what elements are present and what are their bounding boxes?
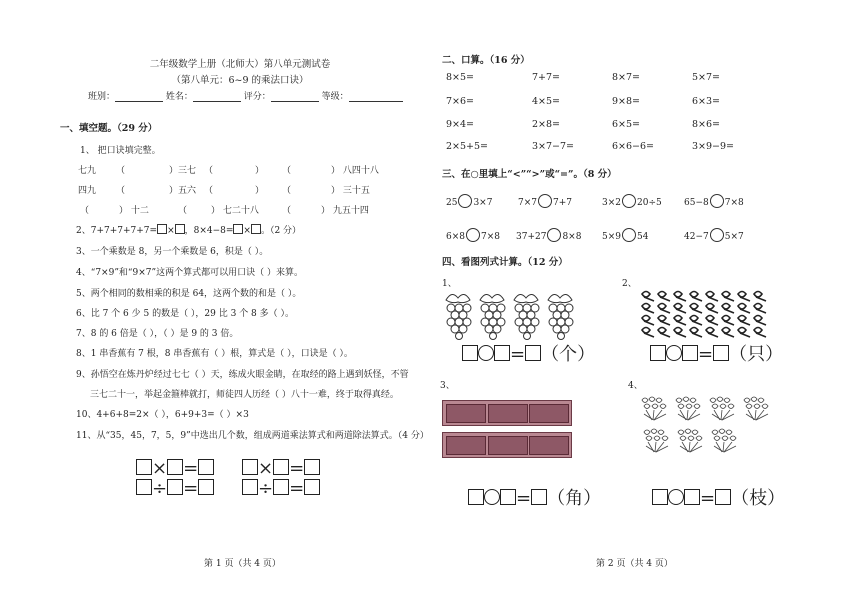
answer-box[interactable] <box>273 459 289 475</box>
q1-row-3b: （ ） 七二十八 <box>178 206 259 216</box>
q1-row-1: 七九 （ ） <box>78 166 179 176</box>
compare-circle[interactable] <box>458 194 472 208</box>
q4-text: 4、“7×9”和“9×7”这两个算式都可以用口诀（ ）来算。 <box>76 268 303 278</box>
q11-equation-mul-1: × = <box>136 458 214 479</box>
answer-box[interactable] <box>713 345 729 361</box>
calc-r2c3: 8×6= <box>692 119 721 130</box>
calc-r3c3: 3×9−9= <box>692 141 735 152</box>
q2-text: 2、7+7+7+7+7= × ，8×4−8= × 。（2 分） <box>76 226 302 236</box>
operator-circle[interactable] <box>478 345 494 361</box>
calc-r1c1: 4×5= <box>532 96 561 107</box>
unit-label: （只） <box>729 344 784 365</box>
compare-circle[interactable] <box>466 228 480 242</box>
answer-box[interactable] <box>157 224 167 234</box>
field-score-label: 评分： <box>243 92 271 102</box>
answer-box[interactable] <box>233 224 243 234</box>
unit-label: （角） <box>547 488 602 509</box>
score-input[interactable] <box>271 91 319 102</box>
calc-r0c3: 5×7= <box>692 72 721 83</box>
compare-r1c2: 5×9 54 <box>602 228 648 242</box>
answer-box[interactable] <box>136 459 152 475</box>
answer-box[interactable] <box>500 489 516 505</box>
answer-box[interactable] <box>494 345 510 361</box>
q11-equation-mul-2: × = <box>242 458 320 479</box>
answer-box[interactable] <box>684 489 700 505</box>
compare-circle[interactable] <box>622 194 636 208</box>
q1-row-1b: 三七 （ ） <box>178 166 265 176</box>
q11-equation-div-1: ÷ = <box>136 478 214 499</box>
answer-box[interactable] <box>304 479 320 495</box>
compare-circle[interactable] <box>547 228 561 242</box>
picture-3-answer: = （角） <box>468 484 601 510</box>
calc-r0c1: 7+7= <box>532 72 561 83</box>
page-number-2: 第 2 页（共 4 页） <box>596 559 673 569</box>
compare-r1c0: 6×8 7×8 <box>446 228 500 242</box>
compare-circle[interactable] <box>710 194 724 208</box>
calc-r0c2: 8×7= <box>612 72 641 83</box>
compare-circle[interactable] <box>538 194 552 208</box>
answer-box[interactable] <box>304 459 320 475</box>
picture-2-label: 2、 <box>622 279 637 289</box>
section-3-title: 三、在○里填上“<”“>”或“=”。（8 分） <box>442 169 617 180</box>
answer-box[interactable] <box>531 489 547 505</box>
field-grade-label: 等级： <box>321 92 349 102</box>
banknote-icon <box>442 400 572 426</box>
answer-box[interactable] <box>715 489 731 505</box>
q8-text: 8、1 串香蕉有 7 根，8 串香蕉有（ ）根，算式是（ ），口诀是（ ）。 <box>76 349 353 359</box>
compare-r0c0: 25 3×7 <box>446 194 492 208</box>
grape-icon <box>442 290 580 340</box>
calc-r2c0: 9×4= <box>446 119 475 130</box>
calc-r0c0: 8×5= <box>446 72 475 83</box>
q11-text: 11、从“35，45，7，5，9”中选出几个数，组成两道乘法算式和两道除法算式。（4 分） <box>76 431 429 441</box>
answer-box[interactable] <box>650 345 666 361</box>
answer-box[interactable] <box>468 489 484 505</box>
compare-r1c1: 37+27 8×8 <box>516 228 581 242</box>
banknote-icon <box>442 432 572 458</box>
unit-label: （枝） <box>731 488 786 509</box>
section-2-title: 二、口算。（16 分） <box>442 55 530 66</box>
picture-4-label: 4、 <box>628 381 643 391</box>
answer-box[interactable] <box>251 224 261 234</box>
answer-box[interactable] <box>167 479 183 495</box>
q1-text: 1、 把口诀填完整。 <box>80 146 161 156</box>
q5-text: 5、两个相同的数相乘的积是 64，这两个数的和是（ ）。 <box>76 289 302 299</box>
q1-row-2b: 五六 （ ） <box>178 186 265 196</box>
q9-text-a: 9、孙悟空在炼丹炉经过七七（ ）天，练成火眼金睛，在取经的路上遇到妖怪，不管 <box>76 370 409 380</box>
q1-row-3c: （ ） 九五十四 <box>282 206 369 216</box>
compare-r0c1: 7×7 7+7 <box>518 194 572 208</box>
answer-box[interactable] <box>682 345 698 361</box>
field-name-label: 姓名： <box>165 92 193 102</box>
answer-box[interactable] <box>273 479 289 495</box>
calc-r1c3: 6×3= <box>692 96 721 107</box>
picture-1-label: 1、 <box>442 279 457 289</box>
compare-circle[interactable] <box>710 228 724 242</box>
answer-box[interactable] <box>198 479 214 495</box>
caterpillar-icon <box>638 288 772 340</box>
calc-r2c2: 6×5= <box>612 119 641 130</box>
field-class-label: 班别： <box>88 92 116 102</box>
picture-2-answer: = （只） <box>650 340 783 366</box>
q1-row-2c: （ ） 三十五 <box>282 186 370 196</box>
compare-circle[interactable] <box>622 228 636 242</box>
q1-row-3: （ ） 十二 <box>80 206 149 216</box>
picture-3-label: 3、 <box>440 381 455 391</box>
answer-box[interactable] <box>462 345 478 361</box>
q7-text: 7、8 的 6 倍是（ ），（ ）是 9 的 3 倍。 <box>76 329 239 339</box>
calc-r3c0: 2×5+5= <box>446 141 489 152</box>
calc-r3c1: 3×7−7= <box>532 141 575 152</box>
q1-row-1c: （ ） 八四十八 <box>282 166 379 176</box>
answer-box[interactable] <box>175 224 185 234</box>
q3-text: 3、一个乘数是 8，另一个乘数是 6，积是（ ）。 <box>76 247 269 257</box>
answer-box[interactable] <box>242 479 258 495</box>
q6-text: 6、比 7 个 6 少 5 的数是（ ），29 比 3 个 8 多（ ）。 <box>76 309 295 319</box>
page-subtitle: （第八单元：6~9 的乘法口诀） <box>171 75 309 86</box>
compare-r0c2: 3×2 20÷5 <box>602 194 662 208</box>
calc-r1c2: 9×8= <box>612 96 641 107</box>
q11-equation-div-2: ÷ = <box>242 478 320 499</box>
answer-box[interactable] <box>167 459 183 475</box>
q10-text: 10、4+6+8=2×（ ），6+9+3=（ ）×3 <box>76 410 249 420</box>
answer-box[interactable] <box>198 459 214 475</box>
name-input[interactable] <box>193 91 241 102</box>
info-fields <box>88 89 403 102</box>
answer-box[interactable] <box>652 489 668 505</box>
calc-r1c0: 7×6= <box>446 96 475 107</box>
flower-bunch-icon <box>636 396 780 458</box>
section-1-title: 一、填空题。（29 分） <box>60 123 158 134</box>
grade-input[interactable] <box>349 91 403 102</box>
answer-box[interactable] <box>525 345 541 361</box>
picture-1-answer: = （个） <box>462 340 595 366</box>
picture-4-answer: = （枝） <box>652 484 785 510</box>
compare-r0c3: 65−8 7×8 <box>684 194 744 208</box>
answer-box[interactable] <box>136 479 152 495</box>
section-4-title: 四、看图列式计算。（12 分） <box>442 257 568 268</box>
operator-circle[interactable] <box>484 489 500 505</box>
unit-label: （个） <box>541 344 596 365</box>
calc-r2c1: 2×8= <box>532 119 561 130</box>
page-number-1: 第 1 页（共 4 页） <box>204 559 281 569</box>
calc-r3c2: 6×6−6= <box>612 141 655 152</box>
page-title: 二年级数学上册（北师大）第八单元测试卷 <box>149 59 331 70</box>
q1-row-2: 四九 （ ） <box>78 186 179 196</box>
q9-text-b: 三七二十一，举起金箍棒就打，师徒四人历经（ ）八十一难，终于取得真经。 <box>90 390 399 400</box>
answer-box[interactable] <box>242 459 258 475</box>
operator-circle[interactable] <box>666 345 682 361</box>
compare-r1c3: 42−7 5×7 <box>684 228 744 242</box>
class-input[interactable] <box>115 91 163 102</box>
operator-circle[interactable] <box>668 489 684 505</box>
